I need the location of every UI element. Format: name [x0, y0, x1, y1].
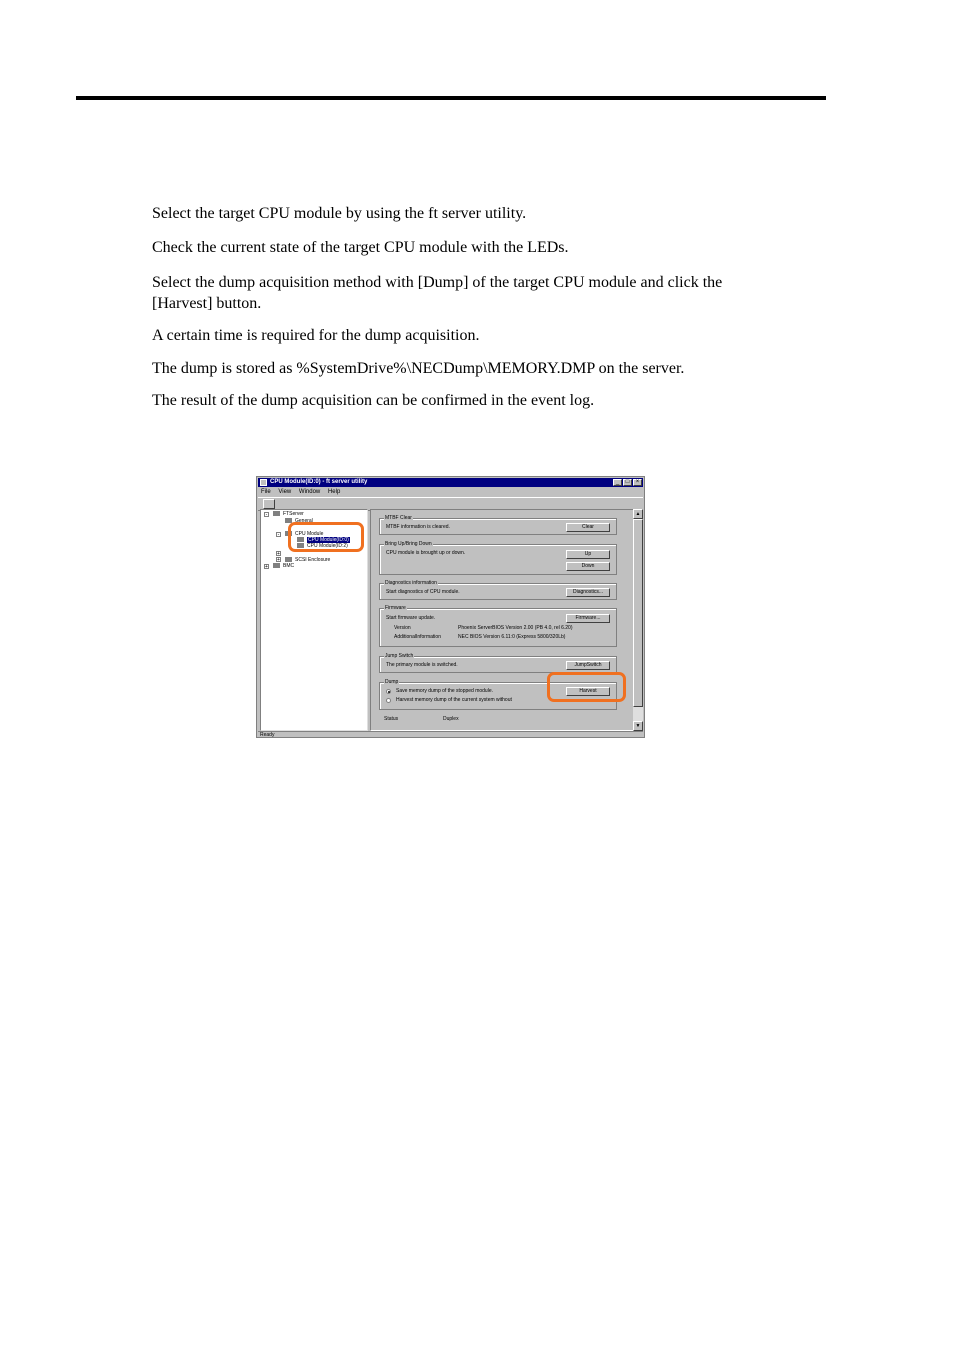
collapse-icon[interactable]: -	[265, 512, 268, 518]
tree-cpu-module-0[interactable]: CPU Module(ID:0)	[297, 537, 350, 543]
step-5: The dump is stored as %SystemDrive%\NECDump\MEMORY.DMP on the server.	[152, 360, 685, 377]
header-rule	[76, 96, 826, 100]
group-bring-up-down: Bring Up/Bring Down CPU module is brought up or down. Up Down	[379, 544, 617, 575]
menu-view[interactable]: View	[278, 489, 292, 495]
status-value: Duplex	[443, 716, 459, 722]
dump-option-current-radio[interactable]	[386, 698, 391, 703]
enclosure-icon	[285, 557, 292, 562]
tree-bmc[interactable]: BMC	[273, 563, 294, 569]
jumpswitch-button[interactable]: JumpSwitch	[566, 661, 610, 670]
scroll-thumb[interactable]	[633, 519, 643, 707]
step-2: Check the current state of the target CPU module with the LEDs.	[152, 239, 569, 256]
harvest-button[interactable]: Harvest	[566, 687, 610, 696]
step-1: Select the target CPU module by using the ft server utility.	[152, 205, 527, 222]
bmc-icon	[273, 563, 280, 568]
scroll-up-icon[interactable]: ▲	[633, 509, 643, 519]
firmware-button[interactable]: Firmware...	[566, 614, 610, 623]
title-bar	[258, 478, 643, 487]
up-button[interactable]: Up	[566, 550, 610, 559]
menu-help[interactable]: Help	[327, 489, 341, 495]
collapse-icon[interactable]: -	[277, 532, 280, 538]
dump-option-stopped-radio[interactable]	[386, 689, 391, 694]
step-6: The result of the dump acquisition can be confirmed in the event log.	[152, 392, 595, 409]
server-icon	[273, 511, 280, 516]
diagnostics-button[interactable]: Diagnostics...	[566, 588, 610, 597]
menu-window[interactable]: Window	[298, 489, 321, 495]
toolbar-tree-icon[interactable]	[263, 499, 275, 509]
group-jump-switch: Jump Switch The primary module is switched. JumpSwitch	[379, 656, 617, 673]
menu-bar	[261, 488, 346, 496]
clear-button[interactable]: Clear	[566, 523, 610, 532]
group-diagnostics: Diagnostics information Start diagnostics of CPU module. Diagnostics...	[379, 583, 617, 600]
group-dump: Dump Save memory dump of the stopped module. Harvest memory dump of the current system without Harvest	[379, 682, 617, 710]
group-mtbf-clear: MTBF Clear MTBF information is cleared. Clear	[379, 518, 617, 535]
highlight-harvest-box	[547, 672, 626, 702]
status-bar: Ready	[258, 731, 643, 738]
tree-general[interactable]: General	[285, 518, 313, 524]
window-title: CPU Module(ID:0) - ft server utility	[270, 479, 368, 485]
scroll-down-icon[interactable]: ▼	[633, 721, 643, 731]
minimize-button[interactable]: _	[613, 479, 622, 486]
group-title: MTBF Clear	[385, 515, 412, 521]
step-3: Select the dump acquisition method with [Dump] of the target CPU module and click the	[152, 274, 723, 291]
expand-icon[interactable]: +	[265, 564, 268, 570]
expand-icon[interactable]: +	[277, 557, 280, 563]
tree-cpu-module[interactable]: CPU Module	[285, 531, 323, 537]
status-label: Status	[384, 716, 399, 722]
group-firmware: Firmware Start firmware update. Firmware... Version Phoenix ServerBIOS Version 2.00 (PB 4.0, rel 6.20) AdditionalInformation NEC BIOS Version 6.11:0 (Express 5800/320Lb)	[379, 608, 617, 647]
tree-scsi-enclosure[interactable]: SCSI Enclosure	[285, 557, 330, 563]
menu-file[interactable]: File	[261, 489, 271, 495]
tree-root[interactable]: FTServer	[273, 511, 304, 517]
close-button[interactable]: ×	[633, 479, 642, 486]
maximize-button[interactable]: □	[623, 479, 632, 486]
step-4: A certain time is required for the dump acquisition.	[152, 327, 480, 344]
step-3-continued: [Harvest] button.	[152, 295, 262, 312]
app-icon	[260, 479, 267, 486]
vertical-scrollbar[interactable]	[633, 509, 643, 731]
down-button[interactable]: Down	[566, 562, 610, 571]
tree-cpu-module-2[interactable]: CPU Module(ID:2)	[297, 543, 348, 549]
highlight-cpu-module-box	[288, 522, 364, 552]
expand-icon[interactable]: +	[277, 551, 280, 557]
